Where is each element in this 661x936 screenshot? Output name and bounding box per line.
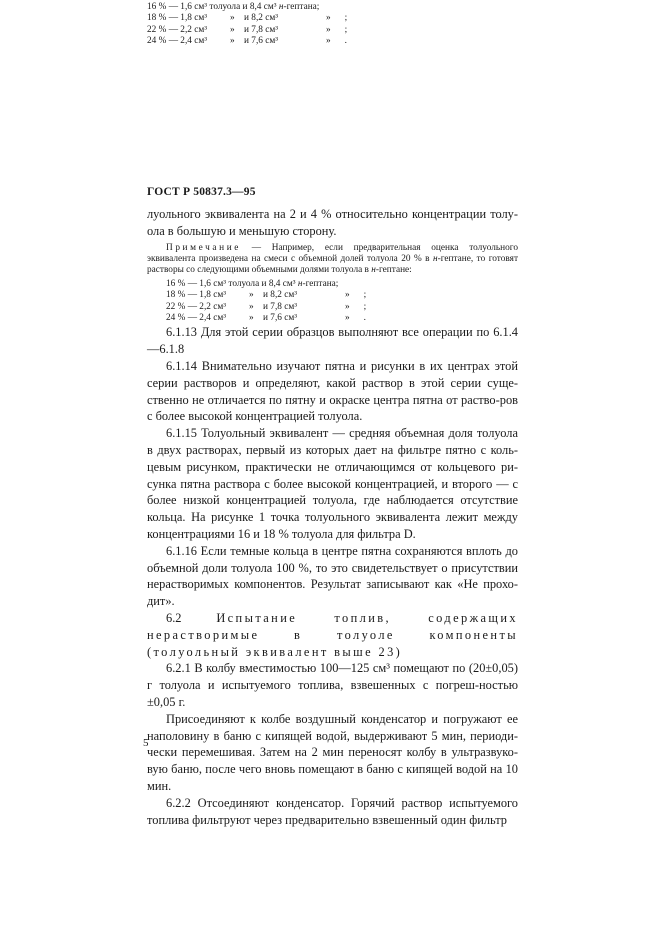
- paragraph-continuation: луольного эквивалента на 2 и 4 % относительно концентрации толу-ола в большую и меньшую сторону.: [147, 207, 518, 238]
- top-note-row: 24 % — 2,4 см³ » и 7,6 см³ » .: [147, 36, 347, 47]
- top-note-row: 16 % — 1,6 см³ толуола и 8,4 см³ н-гептана;: [147, 2, 320, 12]
- paragraph-6-2-1-continued: Присоединяют к колбе воздушный конденсатор и погружают ее наполовину в баню с кипящей водой, выдерживают 5 мин, периоди-чески перемешивая. Затем на 2 мин переносят колбу в ультразвуко-вую баню, после чего вновь помещают в баню с кипящей водой на 10 мин.: [147, 711, 518, 793]
- paragraph-6-2-2: 6.2.2 Отсоединяют конденсатор. Горячий раствор испытуемого топлива фильтруют через предварительно взвешенный один фильтр: [147, 795, 518, 827]
- top-note-row: 18 % — 1,8 см³ » и 8,2 см³ » ;: [147, 13, 348, 24]
- section-6-2-heading: 6.2 Испытание топлив, содержащих нерастворимые в толуоле компоненты (толуольный эквивалент выше 23): [147, 610, 518, 659]
- paragraph-6-1-14: 6.1.14 Внимательно изучают пятна и рисунки в их центрах этой серии растворов и определяют, какой раствор в этой серии суще-ственно не отличается по пятну и окраске центра пятна от раство-ров с более высокой концентрацией толуола.: [147, 359, 518, 424]
- paragraph-6-1-15: 6.1.15 Толуольный эквивалент — средняя объемная доля толуола в двух растворах, первый из которых дает на фильтре пятно с коль-цевым рисунком, практически не отличающимся от кольцевого ри-сунка пятна раствора с более высокой концентрацией, и второго — с более низкой концентрацией толуола, где наблюдается отсутствие кольца. На рисунке 1 точка толуольного эквивалента лежит между концентрациями 16 и 18 % толуола для фильтра D.: [147, 426, 518, 541]
- top-note-continuation: [147, 2, 522, 48]
- note-row: 24 % — 2,4 см³ » и 7,6 см³ » .: [166, 313, 366, 324]
- note-block: Примечание — Например, если предварительная оценка толуольного эквивалента произведена на смеси с объемной долей толуола 20 % в н-гептане, то готовят растворы со следующими объемными долями толуола в н-гептане:: [147, 242, 519, 276]
- main-text-column: [147, 206, 518, 828]
- top-note-row: 22 % — 2,2 см³ » и 7,8 см³ » ;: [147, 24, 348, 35]
- paragraph-6-1-13: 6.1.13 Для этой серии образцов выполняют все операции по 6.1.4—6.1.8: [147, 325, 518, 357]
- note-row: 22 % — 2,2 см³ » и 7,8 см³ » ;: [166, 301, 367, 312]
- note-table: [147, 279, 518, 325]
- document-header: ГОСТ Р 50837.3—95: [147, 186, 256, 198]
- paragraph-6-2-1: 6.2.1 В колбу вместимостью 100—125 см³ помещают по (20±0,05) г толуола и испытуемого топлива, взвешенных с погреш-ностью ±0,05 г.: [147, 661, 518, 709]
- paragraph-6-1-16: 6.1.16 Если темные кольца в центре пятна сохраняются вплоть до объемной доли толуола 100 %, то это свидетельствует о присутствии нерастворимых компонентов. Результат записывают как «Не прохо-дит».: [147, 543, 518, 609]
- page-number: 5: [143, 737, 149, 749]
- note-label: Примечание: [166, 242, 241, 253]
- note-row: 18 % — 1,8 см³ » и 8,2 см³ » ;: [166, 290, 367, 301]
- note-row: 16 % — 1,6 см³ толуола и 8,4 см³ н-гептана;: [166, 278, 339, 289]
